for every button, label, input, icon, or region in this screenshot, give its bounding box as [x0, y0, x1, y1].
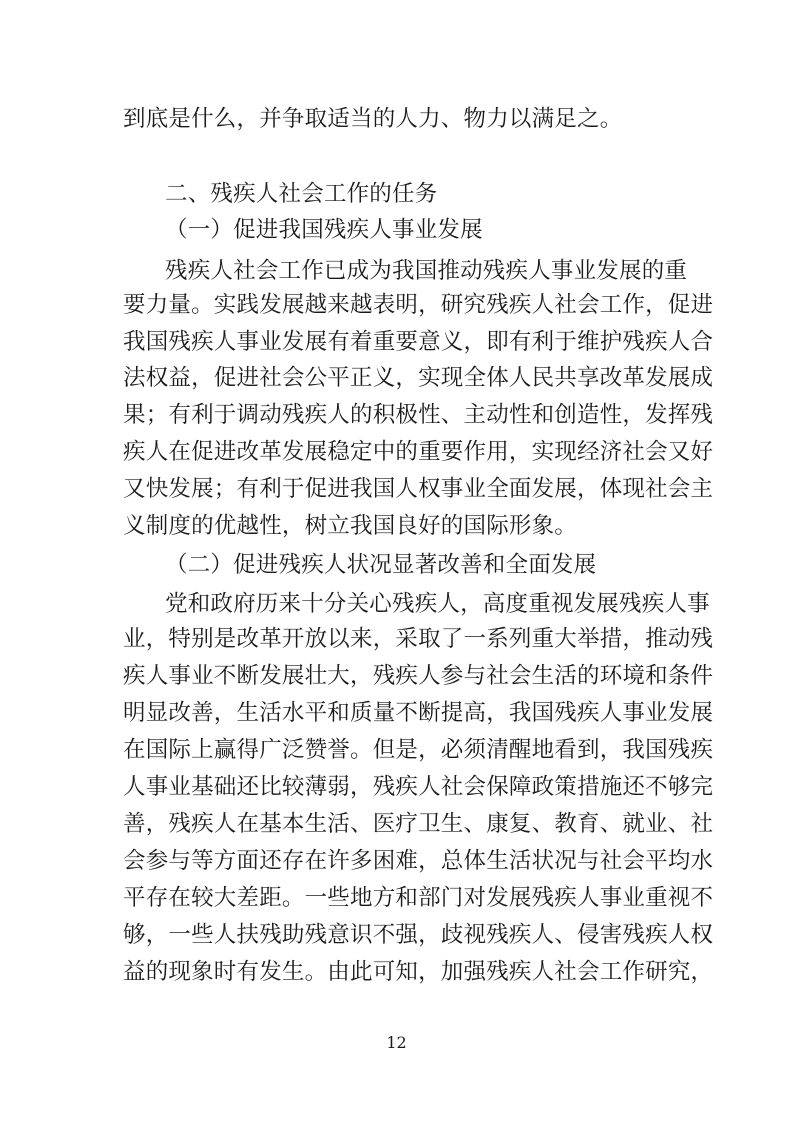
- paragraph-2-line-3: 疾人事业不断发展壮大，残疾人参与社会生活的环境和条件: [123, 663, 714, 689]
- paragraph-2-line-4: 明显改善，生活水平和质量不断提高，我国残疾人事业发展: [123, 700, 714, 726]
- paragraph-1-line-6: 疾人在促进改革发展稳定中的重要作用，实现经济社会又好: [123, 439, 714, 465]
- paragraph-1-line-5: 果；有利于调动残疾人的积极性、主动性和创造性，发挥残: [123, 402, 714, 428]
- paragraph-2-line-2: 业，特别是改革开放以来，采取了一系列重大举措，推动残: [123, 626, 714, 652]
- paragraph-1-line-8: 义制度的优越性，树立我国良好的国际形象。: [123, 513, 578, 539]
- subsection-heading-1: （一）促进我国残疾人事业发展: [165, 217, 483, 243]
- paragraph-2-line-11: 益的现象时有发生。由此可知，加强残疾人社会工作研究，: [123, 959, 714, 985]
- paragraph-2-line-5: 在国际上赢得广泛赞誉。但是，必须清醒地看到，我国残疾: [123, 737, 714, 763]
- paragraph-2-line-10: 够，一些人扶残助残意识不强，歧视残疾人、侵害残疾人权: [123, 922, 714, 948]
- section-heading: 二、残疾人社会工作的任务: [165, 181, 438, 207]
- paragraph-2-line-8: 会参与等方面还存在许多困难，总体生活状况与社会平均水: [123, 848, 714, 874]
- paragraph-1-line-7: 又快发展；有利于促进我国人权事业全面发展，体现社会主: [123, 476, 714, 502]
- paragraph-1-line-1: 残疾人社会工作已成为我国推动残疾人事业发展的重: [165, 258, 688, 284]
- paragraph-2-line-9: 平存在较大差距。一些地方和部门对发展残疾人事业重视不: [123, 885, 714, 911]
- paragraph-1-line-4: 法权益，促进社会公平正义，实现全体人民共享改革发展成: [123, 365, 714, 391]
- paragraph-1-line-3: 我国残疾人事业发展有着重要意义，即有利于维护残疾人合: [123, 329, 714, 355]
- paragraph-1-line-2: 要力量。实践发展越来越表明，研究残疾人社会工作，促进: [123, 292, 714, 318]
- paragraph-continuation: 到底是什么，并争取适当的人力、物力以满足之。: [123, 106, 623, 132]
- paragraph-2-line-7: 善，残疾人在基本生活、医疗卫生、康复、教育、就业、社: [123, 811, 714, 837]
- page-number: 12: [386, 1033, 407, 1052]
- paragraph-2-line-6: 人事业基础还比较薄弱，残疾人社会保障政策措施还不够完: [123, 774, 714, 800]
- subsection-heading-2: （二）促进残疾人状况显著改善和全面发展: [165, 552, 597, 578]
- paragraph-2-line-1: 党和政府历来十分关心残疾人，高度重视发展残疾人事: [165, 591, 710, 617]
